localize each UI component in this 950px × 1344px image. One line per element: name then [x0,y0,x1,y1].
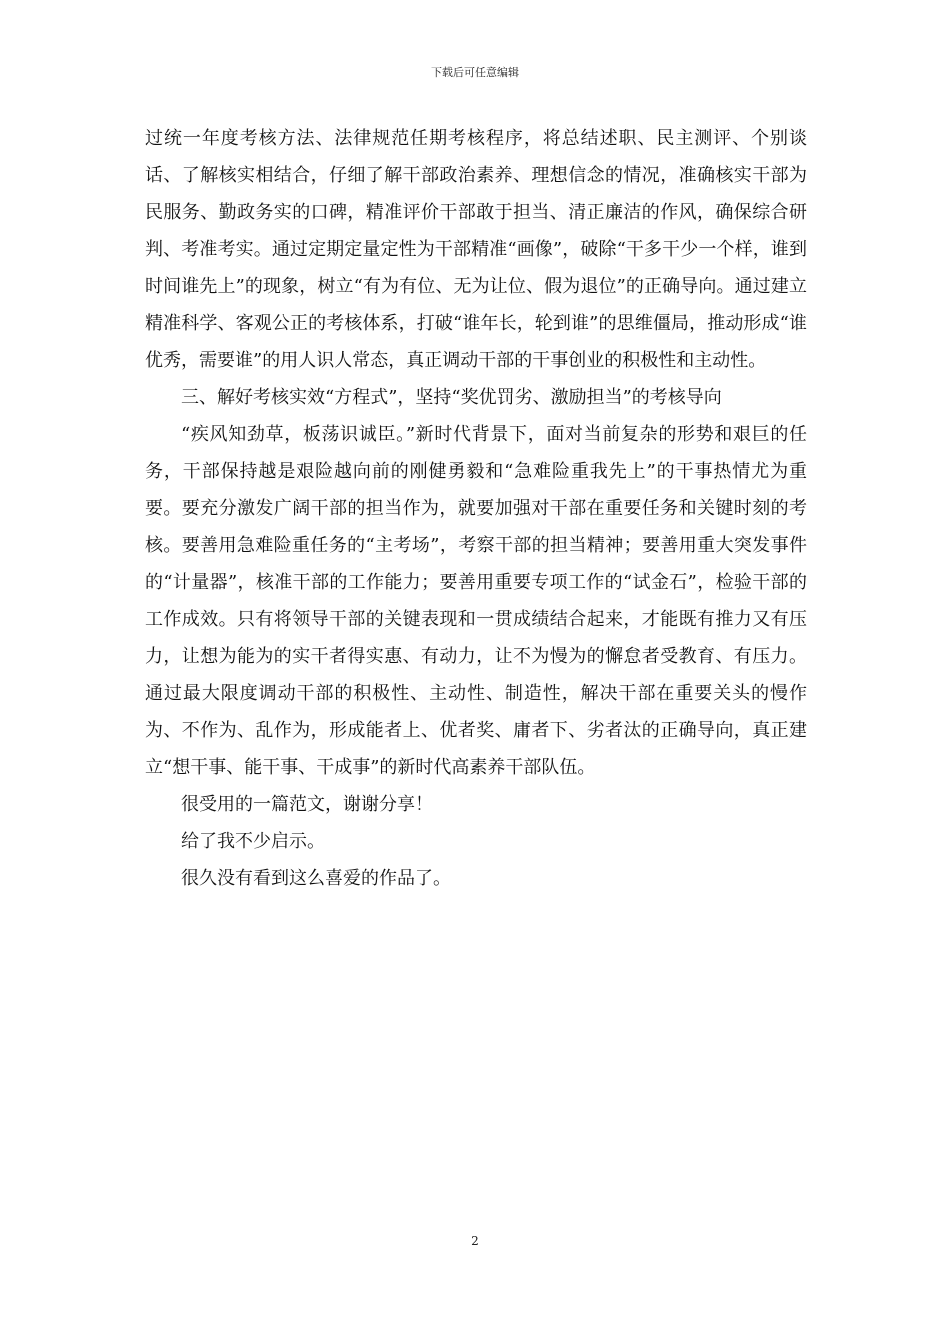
comment-line: 很久没有看到这么喜爱的作品了。 [181,868,451,889]
comment-line: 给了我不少启示。 [181,831,325,852]
page-number: 2 [471,1234,479,1248]
document-body [145,120,807,897]
section-heading: 三、解好考核实效“方程式”，坚持“奖优罚劣、激励担当”的考核导向 [181,387,722,408]
page-header: 下载后可任意编辑 [431,66,519,79]
body-paragraph: “疾风知劲草，板荡识诚臣。”新时代背景下，面对当前复杂的形势和艰巨的任务，干部保持越是艰险越向前的刚健勇毅和“急难险重我先上”的干事热情尤为重要。要充分激发广阔干部的担当作为，就要加强对干部在重要任务和关键时刻的考核。要善用急难险重任务的“主考场”，考察干部的担当精神；要善用重大突发事件的“计量器”，核准干部的工作能力；要善用重要专项工作的“试金石”，检验干部的工作成效。只有将领导干部的关键表现和一贯成绩结合起来，才能既有推力又有压力，让想为能为的实干者得实惠、有动力，让不为慢为的懈怠者受教育、有压力。通过最大限度调动干部的积极性、主动性、制造性，解决干部在重要关头的慢作为、不作为、乱作为，形成能者上、优者奖、庸者下、劣者汰的正确导向，真正建立“想干事、能干事、干成事”的新时代高素养干部队伍。 [145,424,807,778]
body-paragraph: 过统一年度考核方法、法律规范任期考核程序，将总结述职、民主测评、个别谈话、了解核实相结合，仔细了解干部政治素养、理想信念的情况，准确核实干部为民服务、勤政务实的口碑，精准评价干部敢于担当、清正廉洁的作风，确保综合研判、考准考实。通过定期定量定性为干部精准“画像”，破除“干多干少一个样，谁到时间谁先上”的现象，树立“有为有位、无为让位、假为退位”的正确导向。通过建立精准科学、客观公正的考核体系，打破“谁年长，轮到谁”的思维僵局，推动形成“谁优秀，需要谁”的用人识人常态，真正调动干部的干事创业的积极性和主动性。 [145,128,807,371]
comment-line: 很受用的一篇范文，谢谢分享！ [181,794,433,815]
